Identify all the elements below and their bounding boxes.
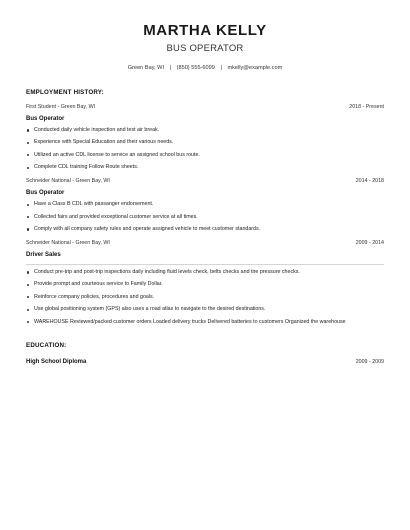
job-entry — [26, 104, 384, 171]
education-section-heading: EDUCATION: — [26, 341, 67, 349]
job-bullet: Have a Class B CDL with passanger endorsement. — [26, 201, 384, 208]
job-title-heading: BUS OPERATOR — [166, 43, 244, 54]
job-bullet: Comply with all company safety rules and operate assigned vehicle to meet customer standards. — [26, 226, 384, 233]
contact-separator: | — [220, 65, 222, 71]
job-entry — [26, 178, 384, 233]
job-position-title: Bus Operator — [26, 116, 65, 122]
contact-location: Green Bay, WI — [127, 65, 165, 71]
employment-section-heading: EMPLOYMENT HISTORY: — [26, 89, 104, 96]
job-dates: 2018 - Present — [349, 104, 384, 110]
contact-line — [26, 65, 384, 72]
job-bullet: Experience with Special Education and their various needs. — [26, 139, 384, 146]
contact-separator: | — [169, 65, 172, 71]
job-divider — [26, 264, 384, 265]
job-bullet: Collected fairs and provided exceptional customer service at all times. — [26, 214, 384, 221]
job-dates: 2014 - 2018 — [355, 178, 384, 185]
job-bullet-list — [26, 127, 384, 171]
job-employer: Schneider National - Green Bay, WI — [26, 178, 110, 185]
job-position-title: Driver Sales — [26, 251, 61, 258]
job-bullet: Complete CDL training Follow Route sheets. — [26, 164, 384, 171]
job-position-title: Bus Operator — [26, 190, 65, 197]
job-bullet: Utilized an active CDL license to service an assigned school bus route. — [26, 152, 384, 159]
job-employer: Schneider National - Green Bay, WI — [26, 239, 110, 246]
contact-email: mkelly@example.com — [227, 65, 283, 71]
job-bullet: Conducted daily vehicle inspection and test air break. — [26, 127, 384, 134]
job-dates: 2009 - 2014 — [355, 239, 384, 246]
job-bullet: Use global positioning system (GPS) also uses a road atlas to navigate to the desired destinations. — [26, 306, 384, 313]
job-bullet-list — [26, 269, 384, 326]
job-employer: First Student - Green Bay, WI — [26, 104, 96, 110]
education-dates: 2009 - 2009 — [355, 358, 384, 365]
job-bullet: Reinforce company policies, procedures and goals. — [26, 294, 384, 301]
job-bullet: Provide prompt and courteous service to Family Dollar. — [26, 281, 384, 288]
job-bullet-list — [26, 201, 384, 233]
candidate-name: MARTHA KELLY — [143, 22, 267, 39]
education-degree: High School Diploma — [26, 358, 87, 365]
education-entry — [26, 359, 384, 366]
job-bullet: Conduct pre-trip and post-trip inspections daily including fluid levels check, belts checks and tire pressure checks. — [26, 269, 384, 276]
job-entry — [26, 240, 384, 326]
job-bullet: WAREHOUSE Reviewed/packed customer orders Loaded delivery trucks Delivered batteries to customers Organized the warehouse — [26, 319, 384, 326]
contact-phone: (850) 555-6099 — [176, 65, 215, 71]
